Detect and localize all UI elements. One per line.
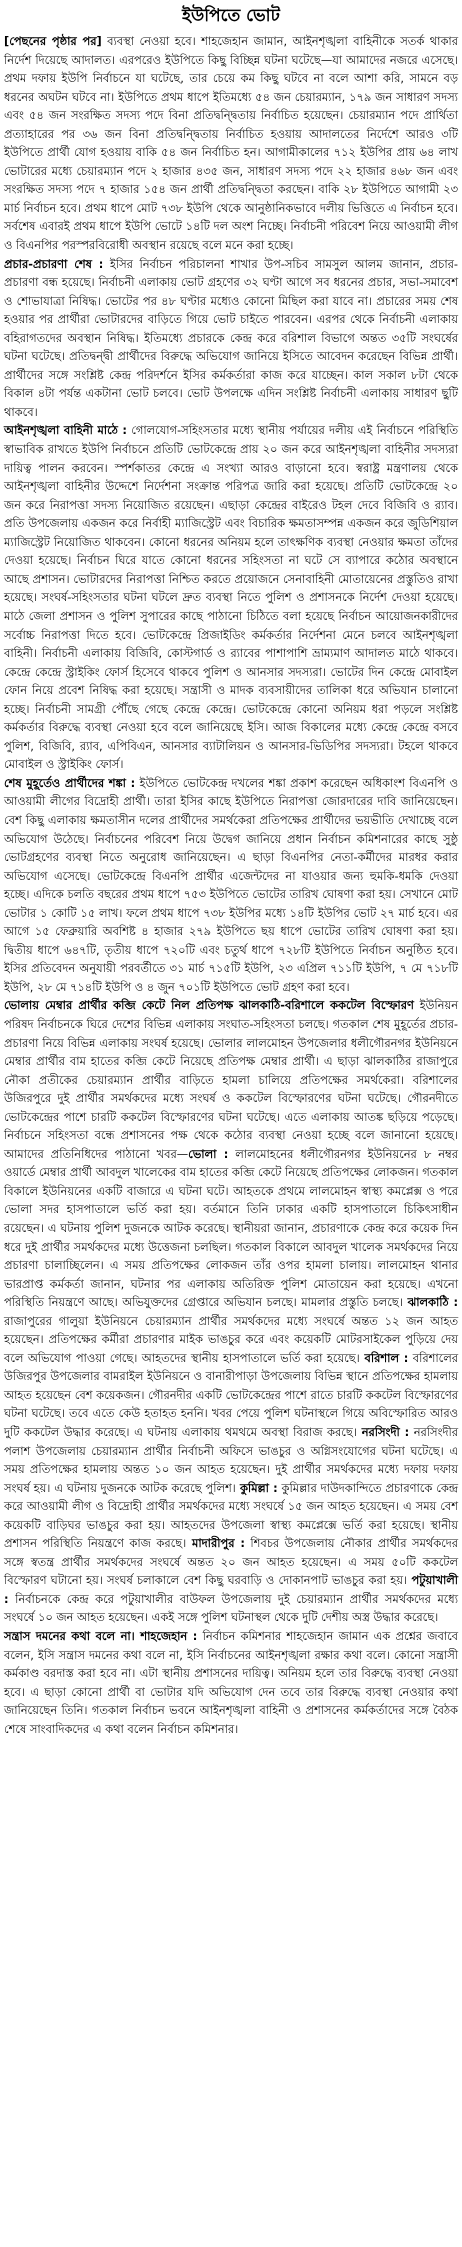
paragraph-text: বরিশালের উজিরপুর উপজেলার বামরাইল ইউনিয়নে ও বানারীপাড়া উপজেলায় বিভিন্ন স্থানে প্রতিপক্ষের হামলায় আহত হয়েছেন বেশ কয়েকজন। গৌরনদীর একটি ভোটকেন্দ্রের পাশে রাতে চারটি ককটেল বিস্ফোরণের ঘটনা ঘটেছে। তবে এতে কেউ হতাহত হননি। খবর পেয়ে পুলিশ ঘটনাস্থলে গিয়ে অবিস্ফোরিত আরও দুটি ককটেল উদ্ধার করেছে। এ ঘটনায় এলাকায় থমথমে অবস্থা বিরাজ করছে। bbox=[4, 1350, 458, 1440]
article-paragraph bbox=[4, 774, 458, 997]
article-title: ইউপিতে ভোট bbox=[182, 6, 280, 26]
article-body bbox=[4, 32, 458, 1738]
paragraph-text: কুমিল্লার দাউদকান্দিতে প্রচারণাকে কেন্দ্র করে আওয়ামী লীগ ও বিদ্রোহী প্রার্থীর সমর্থকদের মধ্যে সংঘর্ষে ১৫ জন আহত হয়েছেন। এ সময় বেশ কয়েকটি বাড়িঘর ভাঙচুর করা হয়। আহতদের উপজেলা স্বাস্থ্য কমপ্লেক্সে ভর্তি করা হয়েছে। স্থানীয় প্রশাসন পরিস্থিতি নিয়ন্ত্রণে কাজ করছে। bbox=[4, 1480, 458, 1551]
paragraph-text: নরসিংদীর পলাশ উপজেলায় চেয়ারম্যান প্রার্থীর নির্বাচনী অফিসে ভাঙচুর ও অগ্নিসংযোগের ঘটনা ঘটেছে। এ সময় প্রতিপক্ষের হামলায় অন্তত ১০ জন আহত হয়েছেন। দুই প্রার্থীর সমর্থকদের মধ্যে দফায় দফায় সংঘর্ষ হয়। এ ঘটনায় দুজনকে আটক করেছে পুলিশ। bbox=[4, 1425, 458, 1495]
section-heading: সন্ত্রাস দমনের কথা বলে না। শাহজেহান : bbox=[4, 1629, 198, 1644]
article-paragraph bbox=[4, 1627, 458, 1738]
paragraph-text: গোলযোগ-সহিংসতার মধ্যে স্থানীয় পর্যায়ের দলীয় এই নির্বাচনে পরিস্থিতি স্বাভাবিক রাখতে ইউপি নির্বাচনে প্রতিটি ভোটকেন্দ্রে প্রায় ২০ জন করে আইনশৃঙ্খলা বাহিনীর সদস্যরা দায়িত্ব পালন করবেন। স্পর্শকাতর কেন্দ্রে এ সংখ্যা আরও বাড়ানো হবে। স্বরাষ্ট্র মন্ত্রণালয় থেকে আইনশৃঙ্খলা বাহিনীর উদ্দেশে নির্দেশনা সংক্রান্ত পরিপত্র জারি করা হয়েছে। প্রতিটি ভোটকেন্দ্রে ২০ জন করে নিরাপত্তা সদস্য নিয়োজিত রয়েছেন। এছাড়া কেন্দ্রের বাইরেও টহল দেবে বিজিবি ও র‍্যাব। প্রতি উপজেলায় একজন করে নির্বাহী ম্যাজিস্ট্রেট এবং বিচারিক ক্ষমতাসম্পন্ন একজন করে জুডিশিয়াল ম্যাজিস্ট্রেট নিয়োজিত থাকবেন। কোনো ধরনের অনিয়ম হলে তাৎক্ষণিক ব্যবস্থা নেওয়ার ক্ষমতা তাঁদের দেওয়া হয়েছে। নির্বাচন ঘিরে যাতে কোনো ধরনের সহিংসতা না ঘটে সে ব্যাপারে কঠোর অবস্থানে আছে প্রশাসন। ভোটারদের নিরাপত্তা নিশ্চিত করতে প্রয়োজনে সেনাবাহিনী মোতায়েনের প্রস্তুতিও রাখা হয়েছে। সংঘর্ষ-সহিংসতার ঘটনা ঘটলে দ্রুত ব্যবস্থা নিতে পুলিশ ও প্রশাসনকে নির্দেশ দেওয়া হয়েছে। মাঠে জেলা প্রশাসন ও পুলিশ সুপারের কাছে পাঠানো চিঠিতে বলা হয়েছে নির্বাচন আয়োজনকারীদের সর্বোচ্চ নিরাপত্তা দিতে হবে। ভোটকেন্দ্রে প্রিজাইডিং কর্মকর্তার নির্দেশনা মেনে চলবে আইনশৃঙ্খলা বাহিনী। নির্বাচনী এলাকায় বিজিবি, কোস্টগার্ড ও র‍্যাবের পাশাপাশি ভ্রাম্যমাণ আদালত মাঠে থাকবে। কেন্দ্রে কেন্দ্রে স্ট্রাইকিং ফোর্স হিসেবে থাকবে পুলিশ ও আনসার সদস্যরা। ভোটের দিন কেন্দ্রে মোবাইল ফোন নিয়ে প্রবেশ নিষিদ্ধ করা হয়েছে। সন্ত্রাসী ও মাদক ব্যবসায়ীদের তালিকা ধরে অভিযান চালানো হচ্ছে। নির্বাচনী সামগ্রী পৌঁছে গেছে কেন্দ্রে কেন্দ্রে। ভোটকেন্দ্রে কোনো অনিয়ম ধরা পড়লে সংশ্লিষ্ট কর্মকর্তার বিরুদ্ধে ব্যবস্থা নেওয়া হবে বলে জানিয়েছে ইসি। আজ বিকালের মধ্যে কেন্দ্রে কেন্দ্রে বসবে পুলিশ, বিজিবি, র‍্যাব, এপিবিএন, আনসার ব্যাটালিয়ন ও আনসার-ভিডিপির সদস্যরা। টহলে থাকবে মোবাইল ও স্ট্রাইকিং ফোর্স। bbox=[4, 423, 459, 772]
article-paragraph bbox=[4, 996, 458, 1627]
paragraph-text: ব্যবস্থা নেওয়া হবে। শাহজেহান জামান, আইনশৃঙ্খলা বাহিনীকে সতর্ক থাকার নির্দেশ দিয়েছে আদালত। এরপরেও ইউপিতে কিছু বিচ্ছিন্ন ঘটনা ঘটেছে—যা আমাদের নজরে এসেছে। প্রথম দফায় ইউপি নির্বাচনে যা ঘটেছে, তার চেয়ে কম কিছু ঘটবে না বলে আশা করি, সামনে বড় ধরনের অঘটন ঘটবে না। ইউপিতে প্রথম ধাপে ইতিমধ্যে ৫৪ জন চেয়ারম্যান, ১৭৯ জন সাধারণ সদস্য এবং ৫৪ জন সংরক্ষিত সদস্য পদে বিনা প্রতিদ্বন্দ্বিতায় নির্বাচিত হয়েছেন। চেয়ারম্যান পদে প্রার্থিতা প্রত্যাহারের পর ৩৬ জন বিনা প্রতিদ্বন্দ্বিতায় নির্বাচিত হওয়ায় আদালতের নির্দেশে আরও ৩টি ইউপিতে প্রার্থী যোগ হওয়ায় বাকি ৫৪ জন নির্বাচিত হন। আগামীকালের ৭১২ ইউপির প্রায় ৬৪ লাখ ভোটারের মধ্যে চেয়ারম্যান পদে ২ হাজার ৪৩৫ জন, সাধারণ সদস্য পদে ২২ হাজার ৪৬৮ জন এবং সংরক্ষিত সদস্য পদে ৭ হাজার ১৫৪ জন প্রার্থী প্রতিদ্বন্দ্বিতা করছেন। বাকি ২৮ ইউপিতে আগামী ২৩ মার্চ নির্বাচন হবে। প্রথম ধাপে মোট ৭৩৮ ইউপি থেকে আনুষ্ঠানিকভাবে দলীয় ভিত্তিতে এ নির্বাচন হবে। সর্বশেষ এবারই প্রথম ধাপে ইউপি ভোটে ১৪টি দল অংশ নিচ্ছে। নির্বাচনী পরিবেশ নিয়ে আওয়ামী লীগ ও বিএনপির পরস্পরবিরোধী অবস্থান রয়েছে বলে মনে করা হচ্ছে। bbox=[4, 34, 458, 253]
article-paragraph bbox=[4, 421, 458, 773]
section-heading: [পেছনের পৃষ্ঠার পর] bbox=[4, 34, 102, 48]
section-heading: ভোলা : bbox=[188, 1146, 229, 1161]
paragraph-text: রাজাপুরের গালুয়া ইউনিয়নে চেয়ারম্যান প্রার্থীর সমর্থকদের মধ্যে সংঘর্ষে অন্তত ১২ জন আহত হয়েছেন। প্রতিপক্ষের কর্মীরা প্রচারণার মাইক ভাঙচুর করে এবং কয়েকটি মোটরসাইকেল পুড়িয়ে দেয় বলে অভিযোগ পাওয়া গেছে। আহতদের স্থানীয় হাসপাতালে ভর্তি করা হয়েছে। bbox=[4, 1313, 458, 1365]
section-heading: মাদারীপুর : bbox=[186, 1536, 245, 1551]
paragraph-text: শিবচর উপজেলায় নৌকার প্রার্থীর সমর্থকদের সঙ্গে স্বতন্ত্র প্রার্থীর সমর্থকদের সংঘর্ষে অন্তত ২০ জন আহত হয়েছেন। এ সময় ৫০টি ককটেল বিস্ফোরণ ঘটানো হয়। সংঘর্ষ চলাকালে বেশ কিছু ঘরবাড়ি ও দোকানপাট ভাঙচুর করা হয়। bbox=[4, 1536, 458, 1588]
section-heading: প্রচার-প্রচারণা শেষ : bbox=[4, 256, 104, 271]
paragraph-text: লালমোহনের ধলীগৌরনগর ইউনিয়নের ৮ নম্বর ওয়ার্ডে মেম্বার প্রার্থী আবদুল খালেকের বাম হাতের কব্জি কেটে নিয়েছে প্রতিপক্ষের লোকজন। গতকাল বিকালে ইউনিয়নের একটি বাজারে এ ঘটনা ঘটে। আহতকে প্রথমে লালমোহন স্বাস্থ্য কমপ্লেক্স ও পরে ভোলা সদর হাসপাতালে ভর্তি করা হয়। বর্তমানে তিনি ঢাকার একটি হাসপাতালে চিকিৎসাধীন রয়েছেন। এ ঘটনায় পুলিশ দুজনকে আটক করেছে। স্থানীয়রা জানান, প্রচারণাকে কেন্দ্র করে কয়েক দিন ধরে দুই প্রার্থীর সমর্থকদের মধ্যে উত্তেজনা চলছিল। গতকাল বিকালে আবদুল খালেক সমর্থকদের নিয়ে প্রচারণা চালাচ্ছিলেন। এ সময় প্রতিপক্ষের লোকজন তাঁর ওপর হামলা চালায়। লালমোহন থানার ভারপ্রাপ্ত কর্মকর্তা জানান, ঘটনার পর এলাকায় অতিরিক্ত পুলিশ মোতায়েন করা হয়েছে। এখনো পরিস্থিতি নিয়ন্ত্রণে আছে। অভিযুক্তদের গ্রেপ্তারে অভিযান চলছে। মামলার প্রস্তুতি চলছে। bbox=[4, 1146, 458, 1310]
section-heading: কুমিল্লা : bbox=[235, 1480, 278, 1495]
section-heading: ঝালকাঠি : bbox=[402, 1295, 458, 1310]
section-heading: ভোলায় মেম্বার প্রার্থীর কব্জি কেটে নিল প্রতিপক্ষ ঝালকাঠি-বরিশালে ককটেল বিস্ফোরণ bbox=[4, 998, 414, 1013]
section-heading: আইনশৃঙ্খলা বাহিনী মাঠে : bbox=[4, 423, 127, 438]
article-paragraph bbox=[4, 32, 458, 255]
paragraph-text: নির্বাচনকে কেন্দ্র করে পটুয়াখালীর বাউফল উপজেলায় দুই চেয়ারম্যান প্রার্থীর সমর্থকদের মধ্যে সংঘর্ষে ১০ জন আহত হয়েছেন। একই সঙ্গে পুলিশ ঘটনাস্থল থেকে দুটি দেশীয় অস্ত্র উদ্ধার করেছে। bbox=[4, 1591, 458, 1625]
section-heading: নরসিংদী : bbox=[356, 1425, 410, 1440]
paragraph-text: নির্বাচন কমিশনার শাহজেহান জামান এক প্রশ্নের জবাবে বলেন, ইসি সন্ত্রাস দমনের কথা বলে না, ইসি নির্বাচনের আইনশৃঙ্খলা রক্ষার কথা বলে। কোনো সন্ত্রাসী কর্মকাণ্ড বরদাস্ত করা হবে না। এটা স্থানীয় প্রশাসনের দায়িত্ব। অনিয়ম হলে তার বিরুদ্ধে ব্যবস্থা নেওয়া হবে। এ ছাড়া কোনো প্রার্থী বা ভোটার যদি অভিযোগ দেন তবে তার বিরুদ্ধে ব্যবস্থা নেওয়ার কথা জানিয়েছেন তিনি। গতকাল নির্বাচন ভবনে আইনশৃঙ্খলা বাহিনী ও প্রশাসনের কর্মকর্তাদের সঙ্গে বৈঠক শেষে সাংবাদিকদের এ কথা বলেন নির্বাচন কমিশনার। bbox=[4, 1629, 459, 1736]
section-heading: বরিশাল : bbox=[359, 1350, 409, 1365]
article-paragraph bbox=[4, 255, 458, 422]
paragraph-text: ইসির নির্বাচন পরিচালনা শাখার উপ-সচিব সামসুল আলম জানান, প্রচার-প্রচারণা বন্ধ হয়েছে। নির্বাচনী এলাকায় ভোট গ্রহণের ৩২ ঘণ্টা আগে সব ধরনের প্রচার, সভা-সমাবেশ ও শোভাযাত্রা নিষিদ্ধ। ভোটের পর ৪৮ ঘণ্টার মধ্যেও কোনো মিছিল করা যাবে না। প্রচারের সময় শেষ হওয়ার পর প্রার্থীরা ভোটারদের বাড়িতে গিয়ে ভোট চাইতে পারবেন। এরপর থেকে নির্বাচনী এলাকায় বহিরাগতদের অবস্থান নিষিদ্ধ। ইতিমধ্যে প্রচারকে কেন্দ্র করে বরিশাল বিভাগে অন্তত ৩৫টি সংঘর্ষের ঘটনা ঘটেছে। প্রতিদ্বন্দ্বী প্রার্থীদের বিরুদ্ধে অভিযোগ জানিয়ে ইসিতে আবেদন করেছেন বিভিন্ন প্রার্থী। প্রার্থীদের সঙ্গে সংশ্লিষ্ট কেন্দ্র পরিদর্শনে ইসির কর্মকর্তারা কাজ করে যাচ্ছেন। কাল সকাল ৮টা থেকে বিকাল ৪টা পর্যন্ত একটানা ভোট চলবে। ভোট উপলক্ষে এদিন সংশ্লিষ্ট নির্বাচনী এলাকায় সাধারণ ছুটি থাকবে। bbox=[4, 256, 459, 419]
section-heading: পটুয়াখালী : bbox=[4, 1573, 458, 1606]
section-heading: শেষ মুহূর্তেও প্রার্থীদের শঙ্কা : bbox=[4, 775, 136, 790]
paragraph-text: ইউনিয়ন পরিষদ নির্বাচনকে ঘিরে দেশের বিভিন্ন এলাকায় সংঘাত-সহিংসতা চলছে। গতকাল শেষ মুহূর্তের প্রচার-প্রচারণা নিয়ে বিভিন্ন এলাকায় সংঘর্ষ হয়েছে। ভোলার লালমোহন উপজেলার ধলীগৌরনগর ইউনিয়নে মেম্বার প্রার্থীর বাম হাতের কব্জি কেটে নিয়েছে প্রতিপক্ষ মেম্বার প্রার্থী। এ ছাড়া ঝালকাঠির রাজাপুরে নৌকা প্রতীকের চেয়ারম্যান প্রার্থীর বাড়িতে হামলা চালিয়ে প্রতিপক্ষের সমর্থকেরা। বরিশালের উজিরপুরে দুই প্রার্থীর সমর্থকদের মধ্যে সংঘর্ষ ও ককটেল বিস্ফোরণের ঘটনা ঘটেছে। গৌরনদীতে ভোটকেন্দ্রের পাশে চারটি ককটেল বিস্ফোরণের ঘটনা ঘটেছে। এতে এলাকায় আতঙ্ক ছড়িয়ে পড়েছে। নির্বাচনে সহিংসতা বন্ধে প্রশাসনের পক্ষ থেকে কঠোর ব্যবস্থা নেওয়া হচ্ছে বলে জানানো হয়েছে। আমাদের প্রতিনিধিদের পাঠানো খবর— bbox=[4, 998, 458, 1161]
paragraph-text: ইউপিতে ভোটকেন্দ্র দখলের শঙ্কা প্রকাশ করেছেন অধিকাংশ বিএনপি ও আওয়ামী লীগের বিদ্রোহী প্রার্থী। তারা ইসির কাছে ইউপিতে নিরাপত্তা জোরদারের দাবি জানিয়েছেন। বেশ কিছু এলাকায় ক্ষমতাসীন দলের প্রার্থীদের সমর্থকেরা প্রতিপক্ষের প্রার্থীদের ভয়ভীতি দেখাচ্ছে বলে অভিযোগ উঠেছে। নির্বাচনের পরিবেশ নিয়ে উদ্বেগ জানিয়ে প্রধান নির্বাচন কমিশনারের কাছে সুষ্ঠু ভোটগ্রহণের ব্যবস্থা নিতে অনুরোধ জানিয়েছেন। এ ছাড়া বিএনপির নেতা-কর্মীদের মারধর করার অভিযোগ এসেছে। ভোটকেন্দ্রে বিএনপি প্রার্থীর এজেন্টদের না যাওয়ার জন্য হুমকি-ধমকি দেওয়া হচ্ছে। এদিকে চলতি বছরের প্রথম ধাপে ৭৫৩ ইউপিতে ভোটের তারিখ ঘোষণা করা হয়। সেখানে মোট ভোটার ১ কোটি ১৫ লাখ। ফলে প্রথম ধাপে ৭৩৮ ইউপির মধ্যে ১৪টি ইউপির ভোট ২৭ মার্চ হবে। এর আগে ১৫ ফেব্রুয়ারি অবশিষ্ট ৪ হাজার ২৭৯ ইউপিতে ছয় ধাপে ভোটের তারিখ ঘোষণা করা হয়। দ্বিতীয় ধাপে ৬৪৭টি, তৃতীয় ধাপে ৭২০টি এবং চতুর্থ ধাপে ৭২৮টি ইউপিতে নির্বাচন অনুষ্ঠিত হবে। ইসির প্রতিবেদন অনুযায়ী পরবর্তীতে ৩১ মার্চ ৭১৫টি ইউপি, ২৩ এপ্রিল ৭১১টি ইউপি, ৭ মে ৭১৮টি ইউপি, ২৮ মে ৭১৪টি ইউপি ও ৪ জুন ৭০১টি ইউপিতে ভোট গ্রহণ করা হবে। bbox=[4, 775, 458, 994]
